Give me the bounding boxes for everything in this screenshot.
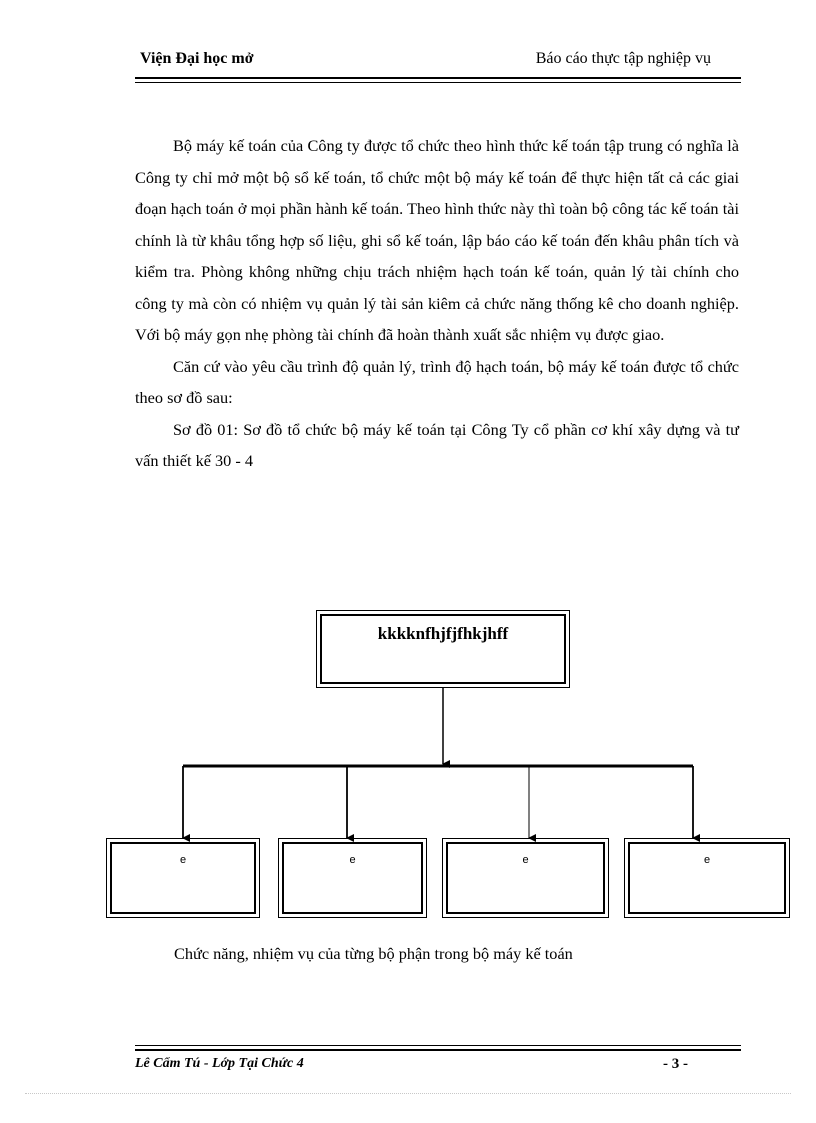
diagram-top-box-label: kkkknfhjfjfhkjhff [320, 614, 566, 684]
diagram-top-box [316, 610, 570, 688]
section-caption: Chức năng, nhiệm vụ của từng bộ phận trong bộ máy kế toán [174, 944, 573, 963]
page-number: - 3 - [663, 1056, 688, 1072]
diagram-sub-box-4 [624, 838, 790, 918]
diagram-sub-box-3 [442, 838, 609, 918]
footer-author: Lê Cẩm Tú - Lớp Tại Chức 4 [135, 1056, 304, 1071]
page-bottom-dotted-line [25, 1093, 791, 1094]
header-institute: Viện Đại học mở [140, 50, 254, 67]
diagram-sub-box-label: e [446, 842, 605, 914]
diagram-sub-box-label: e [628, 842, 786, 914]
diagram-sub-box-2 [278, 838, 427, 918]
footer-rule-thin [135, 1045, 741, 1046]
paragraph-accounting-structure: Bộ máy kế toán của Công ty được tổ chức theo hình thức kế toán tập trung có nghĩa là Công ty chỉ mở một bộ sổ kế toán, tổ chức một bộ máy kế toán để thực hiện tất cả các giai đoạn hạch toán ở mọi phần hành kế toán. Theo hình thức này thì toàn bộ công tác kế toán tài chính là từ khâu tổng hợp số liệu, ghi sổ kế toán, lập báo cáo kế toán đến khâu phân tích và kiểm tra. Phòng không những chịu trách nhiệm hạch toán kế toán, quản lý tài chính cho công ty mà còn có nhiệm vụ quản lý tài sản kiêm cả chức năng thống kê cho doanh nghiệp. Với bộ máy gọn nhẹ phòng tài chính đã hoàn thành xuất sắc nhiệm vụ được giao. [135, 136, 739, 344]
diagram-sub-box-label: e [282, 842, 423, 914]
footer-rule-thick [135, 1049, 741, 1051]
paragraph-basis: Căn cứ vào yêu cầu trình độ quản lý, trình độ hạch toán, bộ máy kế toán được tổ chức theo sơ đồ sau: [135, 356, 739, 407]
header-report-title: Báo cáo thực tập nghiệp vụ [535, 50, 711, 67]
diagram-sub-box-label: e [110, 842, 256, 914]
paragraph-diagram-title: Sơ đồ 01: Sơ đồ tổ chức bộ máy kế toán tại Công Ty cổ phần cơ khí xây dựng và tư vấn thiết kế 30 - 4 [135, 419, 739, 470]
diagram-sub-box-1 [106, 838, 260, 918]
